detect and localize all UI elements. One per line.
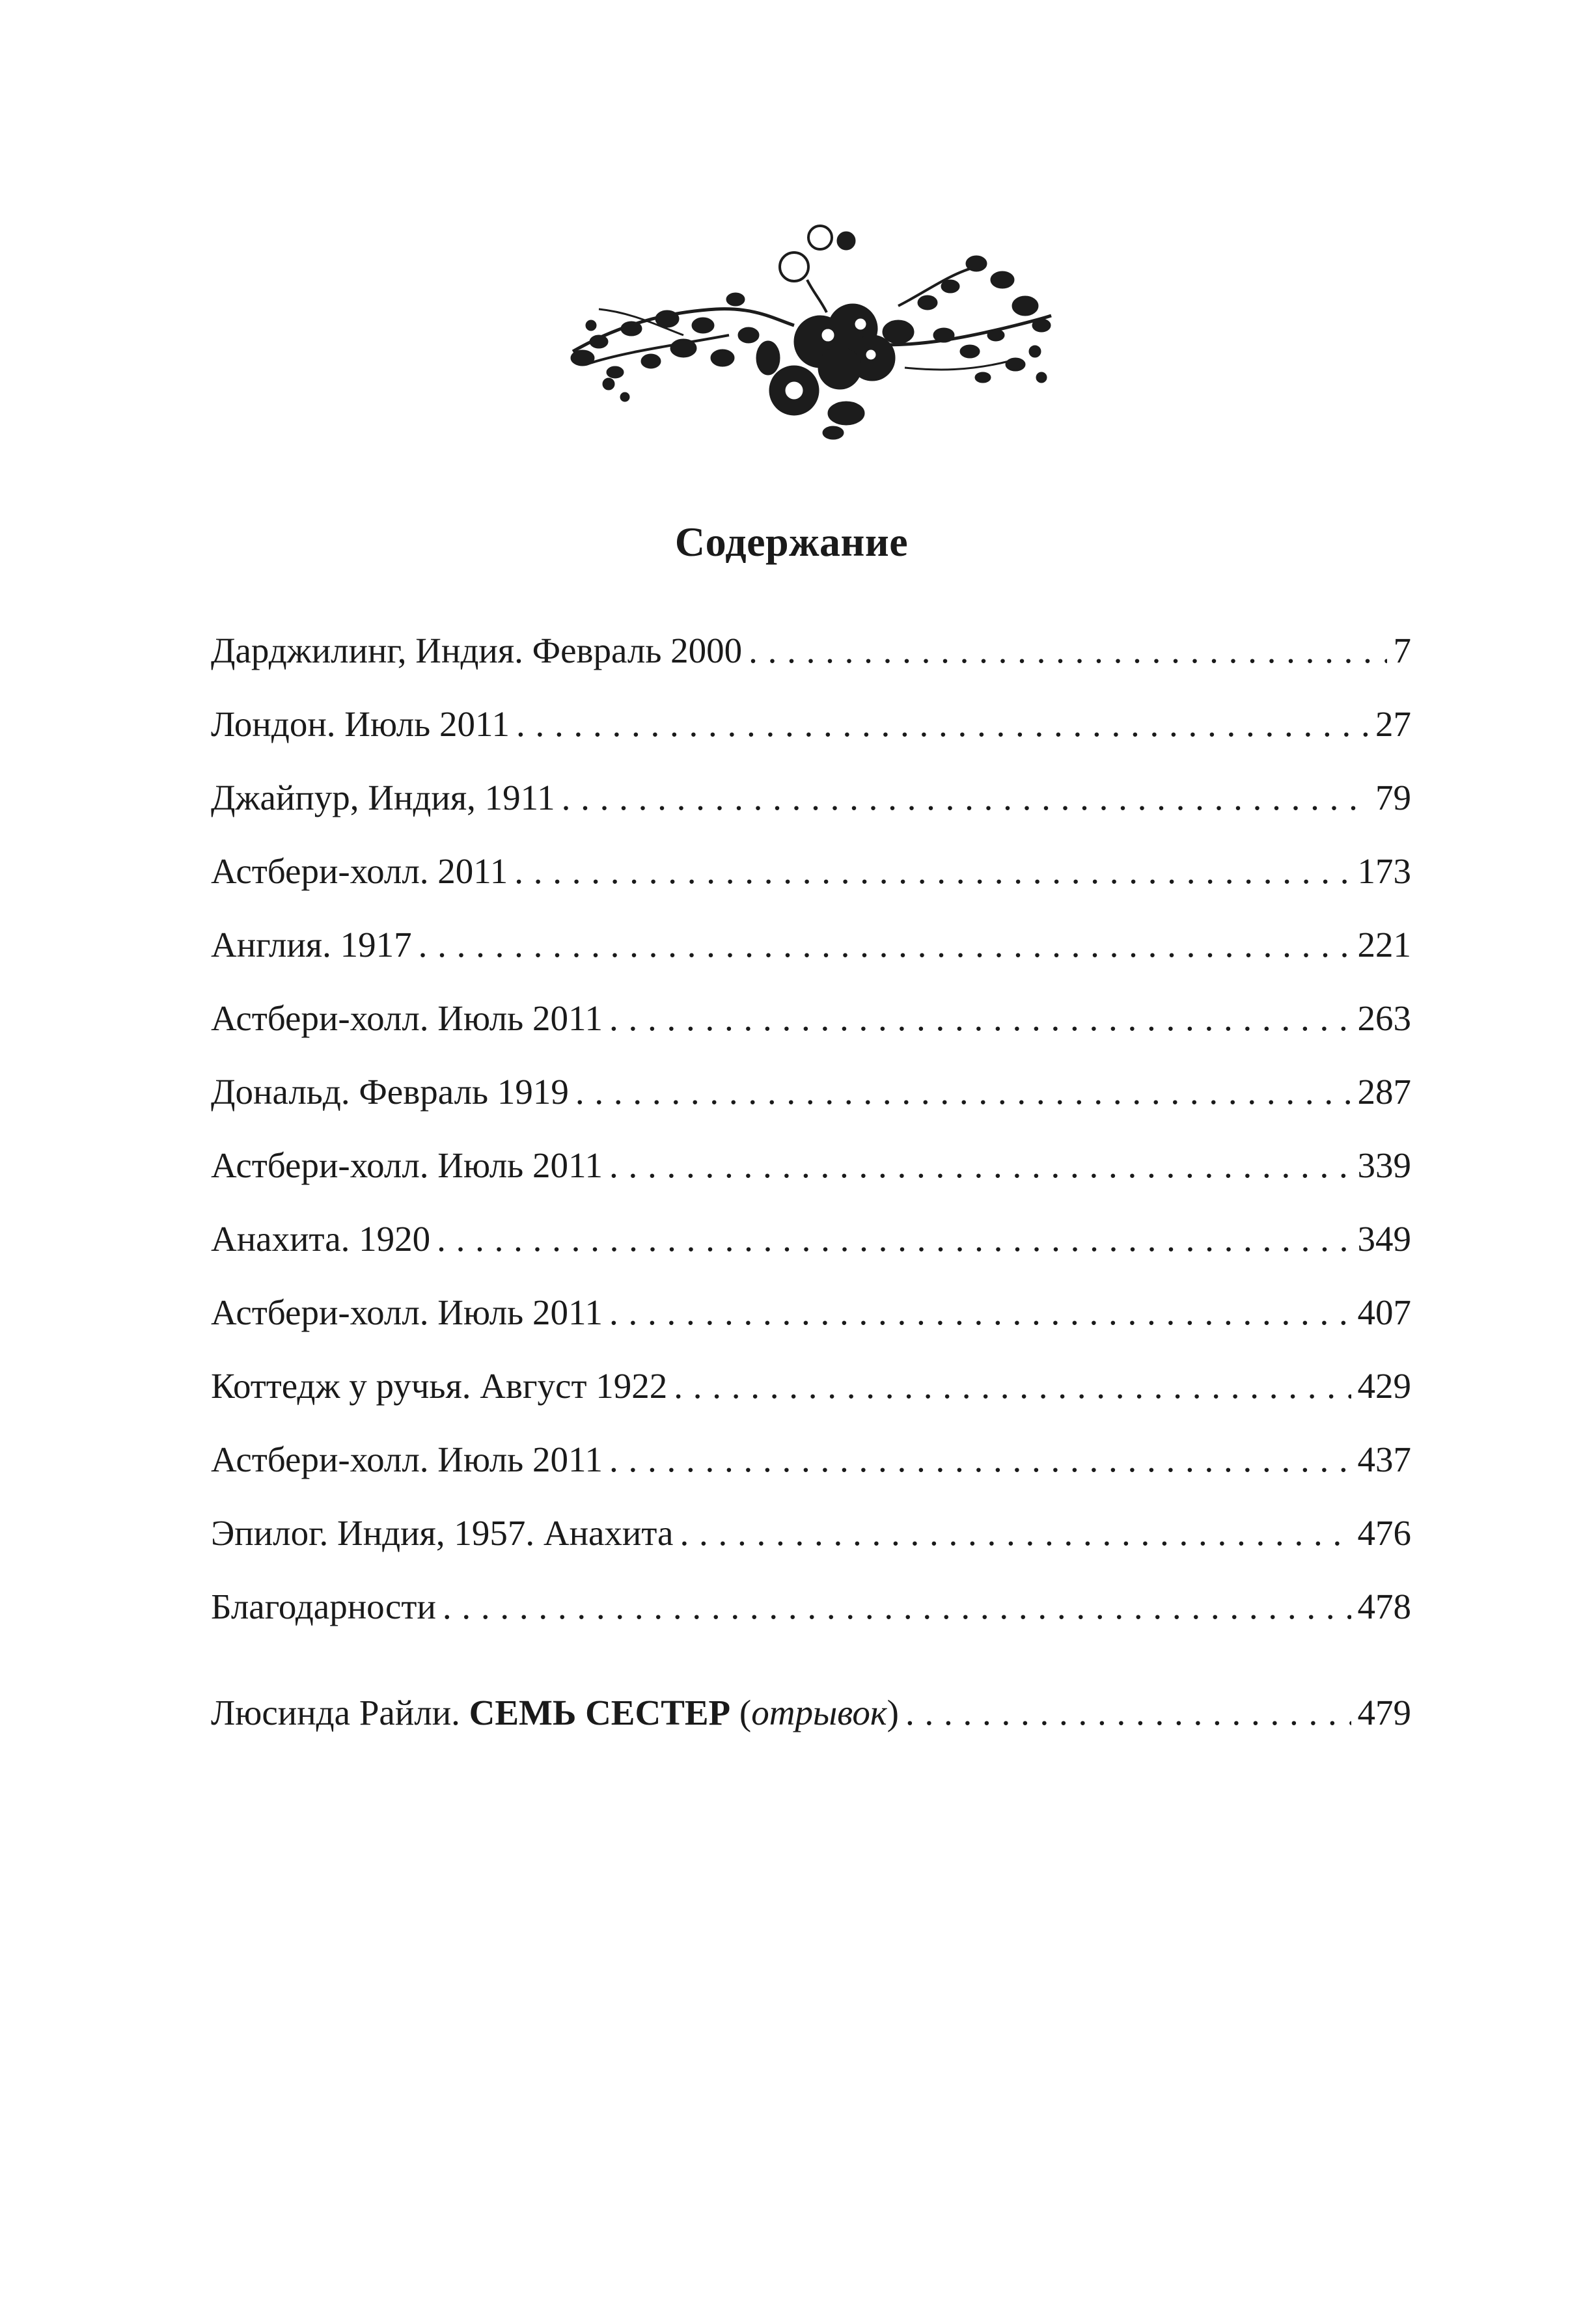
toc-entry[interactable] — [211, 909, 1411, 983]
toc-entry-title: Англия. 1917 — [211, 925, 412, 964]
toc-excerpt-entry[interactable] — [211, 1677, 1411, 1751]
toc-entry[interactable] — [211, 1056, 1411, 1130]
toc-entry-page: 407 — [1357, 1292, 1411, 1332]
table-of-contents — [211, 615, 1411, 1751]
toc-entry-title: Астбери-холл. Июль 2011 — [211, 1292, 603, 1332]
toc-entry[interactable] — [211, 1130, 1411, 1203]
dot-leader — [749, 628, 1386, 674]
dot-leader — [609, 1290, 1351, 1335]
dot-leader — [905, 1690, 1351, 1736]
toc-entry-title: Коттедж у ручья. Август 1922 — [211, 1366, 668, 1406]
toc-entry[interactable] — [211, 1424, 1411, 1497]
toc-entry-page: 79 — [1375, 778, 1411, 817]
dot-leader — [437, 1216, 1351, 1262]
toc-entry[interactable] — [211, 1571, 1411, 1645]
toc-entry[interactable] — [211, 615, 1411, 689]
dot-leader — [443, 1584, 1351, 1630]
toc-entry-title: Астбери-холл. Июль 2011 — [211, 1440, 603, 1479]
toc-entry[interactable] — [211, 1203, 1411, 1277]
toc-entry-page: 476 — [1357, 1513, 1411, 1553]
dot-leader — [419, 922, 1351, 968]
toc-entry[interactable] — [211, 836, 1411, 909]
toc-entry[interactable] — [211, 983, 1411, 1056]
toc-entry-title: Астбери-холл. Июль 2011 — [211, 998, 603, 1038]
toc-excerpt-page: 479 — [1357, 1693, 1411, 1732]
dot-leader — [514, 849, 1351, 894]
toc-entry[interactable] — [211, 1277, 1411, 1350]
toc-entry-title: Астбери-холл. Июль 2011 — [211, 1145, 603, 1185]
dot-leader — [562, 775, 1369, 821]
dot-leader — [680, 1511, 1351, 1556]
dot-leader — [609, 996, 1351, 1041]
toc-entry-title: Лондон. Июль 2011 — [211, 704, 510, 744]
toc-entry-page: 7 — [1393, 631, 1411, 670]
toc-entry[interactable] — [211, 762, 1411, 836]
toc-entry-page: 173 — [1357, 851, 1411, 891]
toc-entry-title: Джайпур, Индия, 1911 — [211, 778, 555, 817]
dot-leader — [609, 1143, 1351, 1188]
toc-entry[interactable] — [211, 1497, 1411, 1571]
excerpt-book-title: СЕМЬ СЕСТЕР — [469, 1693, 731, 1732]
toc-entry-title: Астбери-холл. 2011 — [211, 851, 508, 891]
toc-entry-page: 339 — [1357, 1145, 1411, 1185]
toc-entry-page: 437 — [1357, 1440, 1411, 1479]
toc-entry-page: 287 — [1357, 1072, 1411, 1112]
dot-leader — [516, 702, 1369, 747]
floral-vignette-icon — [560, 195, 1054, 443]
toc-entry-title: Благодарности — [211, 1587, 436, 1626]
dot-leader — [575, 1069, 1351, 1115]
toc-entry[interactable] — [211, 689, 1411, 762]
excerpt-note: отрывок — [751, 1693, 887, 1732]
toc-entry-title: Анахита. 1920 — [211, 1219, 431, 1259]
toc-entry-title: Дональд. Февраль 1919 — [211, 1072, 569, 1112]
toc-entry-page: 221 — [1357, 925, 1411, 964]
toc-entry-page: 263 — [1357, 998, 1411, 1038]
dot-leader — [609, 1437, 1351, 1483]
toc-entry-page: 27 — [1375, 704, 1411, 744]
excerpt-close-paren: ) — [887, 1693, 899, 1732]
toc-entry-title: Дарджилинг, Индия. Февраль 2000 — [211, 631, 743, 670]
toc-entry-page: 349 — [1357, 1219, 1411, 1259]
toc-entry-page: 478 — [1357, 1587, 1411, 1626]
toc-entry-page: 429 — [1357, 1366, 1411, 1406]
dot-leader — [674, 1363, 1351, 1409]
toc-entry-title: Эпилог. Индия, 1957. Анахита — [211, 1513, 674, 1553]
excerpt-open-paren: ( — [739, 1693, 752, 1732]
toc-excerpt-title — [211, 1690, 899, 1736]
toc-entry[interactable] — [211, 1350, 1411, 1424]
excerpt-author: Люсинда Райли. — [211, 1693, 460, 1732]
page-title: Содержание — [674, 519, 909, 565]
